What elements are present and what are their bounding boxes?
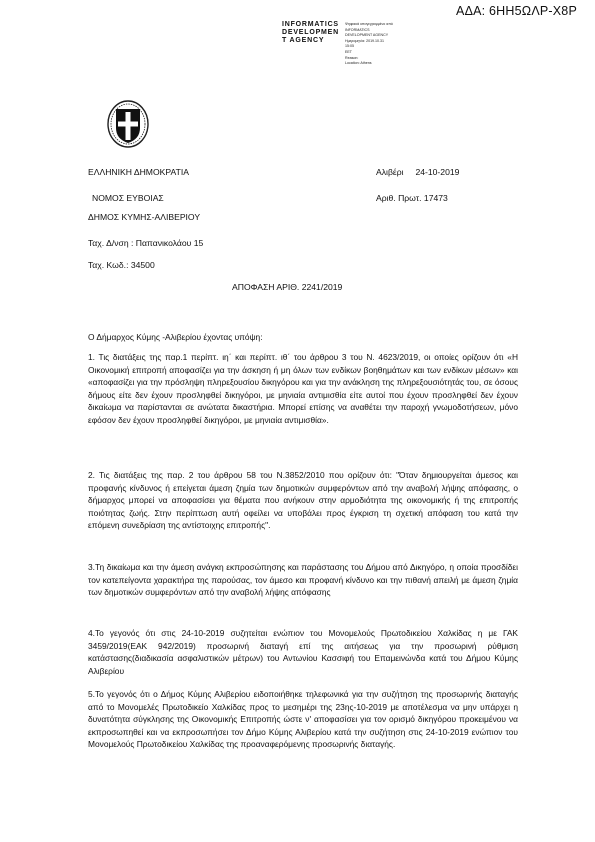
intro-paragraph: Ο Δήμαρχος Κύμης -Αλιβερίου έχοντας υπόψη: <box>88 332 263 342</box>
paragraph-4: 4.Το γεγονός ότι στις 24-10-2019 συζητείται ενώπιον του Μονομελούς Πρωτοδικείου Χαλκίδας η με ΓΑΚ 3459/2019(ΕΑΚ 942/2019) προσωρινή διαταγή επί της αιτήσεως για την προσωρινή ρύθμιση κατάστασης(διαδικασία ασφαλιστικών μέτρων) του Αντωνίου Κασσιφή του Επαμεινώνδα κατά του Δήμου Κύμης Αλιβερίου <box>88 628 518 676</box>
republic-label: ΕΛΛΗΝΙΚΗ ΔΗΜΟΚΡΑΤΙΑ <box>88 167 189 177</box>
paragraph-1: 1. Τις διατάξεις της παρ.1 περίπτ. ιη΄ και περίπτ. ιθ΄ του άρθρου 3 του Ν. 4623/2019, οι οποίες ορίζουν ότι «Η Οικονομική επιτροπή αποφασίζει για την άσκηση ή μη όλων των ενδίκων βοηθημάτων και των ενδίκων μέσων» και «αποφασίζει για την πρόσληψη πληρεξουσίου δικηγόρου και για την ανάκληση της πληρεξουσιότητάς του, σε όσους δήμους είτε δεν έχουν προσληφθεί δικηγόροι, με μηνιαία αντιμισθία είτε αυτοί που έχουν προσληφθεί δεν έχουν δικαίωμα να παρίστανται σε ανώτατα δικαστήρια. Μπορεί επίσης να αναθέτει την παροχή γνωμοδοτήσεων, μόνο εφόσον δεν έχουν προσληφθεί δικηγόροι, με μηνιαία αντιμισθία». <box>88 352 518 425</box>
paragraph-5: 5.Το γεγονός ότι ο Δήμος Κύμης Αλιβερίου ειδοποιήθηκε τηλεφωνικά για την συζήτηση της προσωρινής διαταγής από το Μονομελές Πρωτοδικείο Χαλκίδας προς το μεσημέρι της 23ης-10-2019 με αποτέλεσμα να μην υπάρχει η δυνατότητα σύγκλησης της Οικονομικής Επιτροπής ώστε ν' αποφασίσει για τον ορισμό δικηγόρου προκειμένου να εκπροσωπηθεί και να εκπροσωπήσει τον Δήμο Κύμης Αλιβερίου κατά την συζήτηση στις 24-10-2019 ενώπιον του Μονομελούς Πρωτοδικείου Χαλκίδας της προαναφερόμενης προσωρινής διαταγής. <box>88 689 518 750</box>
protocol-number: Αριθ. Πρωτ. 17473 <box>376 193 448 203</box>
postal-code-line: Ταχ. Κωδ.: 34500 <box>88 260 155 270</box>
signature-details: Ψηφιακά υπογεγραμμένο από INFORMATICS DEVELOPMENT AGENCY Ημερομηνία: 2019.10.31 15:05 EET Reason: Location: Athens <box>345 22 393 66</box>
decision-title: ΑΠΟΦΑΣΗ ΑΡΙΘ. 2241/2019 <box>232 282 343 292</box>
greek-coat-of-arms-icon <box>107 100 149 148</box>
municipality-label: ΔΗΜΟΣ ΚΥΜΗΣ-ΑΛΙΒΕΡΙΟΥ <box>88 212 201 222</box>
paragraph-3: 3.Τη δικαίωμα και την άμεση ανάγκη εκπροσώπησης και παράστασης του Δήμου από Δικηγόρο, η οποία προσδίδει τον κατεπείγοντα χαρακτήρα της παρούσας, τον άμεσο και προφανή κίνδυνο και την πιθανή απειλή με άμεση ζημία των δημοτικών συμφερόντων από την αναβολή λήψης απόφασης <box>88 562 518 598</box>
ada-code: ΑΔΑ: 6ΗΗ5ΩΛΡ-Χ8Ρ <box>456 4 577 18</box>
signer-name: INFORMATICS DEVELOPMEN T AGENCY <box>282 21 340 44</box>
address-line: Ταχ. Δ/νση : Παπανικολάου 15 <box>88 238 204 248</box>
place-date: Αλιβέρι 24-10-2019 <box>376 167 460 177</box>
digital-signature-stamp <box>282 21 393 66</box>
paragraph-2: 2. Τις διατάξεις της παρ. 2 του άρθρου 58 του Ν.3852/2010 που ορίζουν ότι: "Όταν δημιουργείται άμεσος και προφανής κίνδυνος ή επείγεται άμεση ζημία των δημοτικών συμφερόντων από την αναβολή λήψης απόφασης, ο δήμαρχος μπορεί να αποφασίσει για θέματα που ανήκουν στην αρμοδιότητα της οικονομικής ή της επιτροπής ποιότητας ζωής. Στην περίπτωση αυτή οφείλει να υποβάλει προς έγκριση τη σχετική απόφαση του κατά την επόμενη συνεδρίαση της αντίστοιχης επιτροπής". <box>88 470 518 531</box>
prefecture-label: ΝΟΜΟΣ ΕΥΒΟΙΑΣ <box>92 193 164 203</box>
